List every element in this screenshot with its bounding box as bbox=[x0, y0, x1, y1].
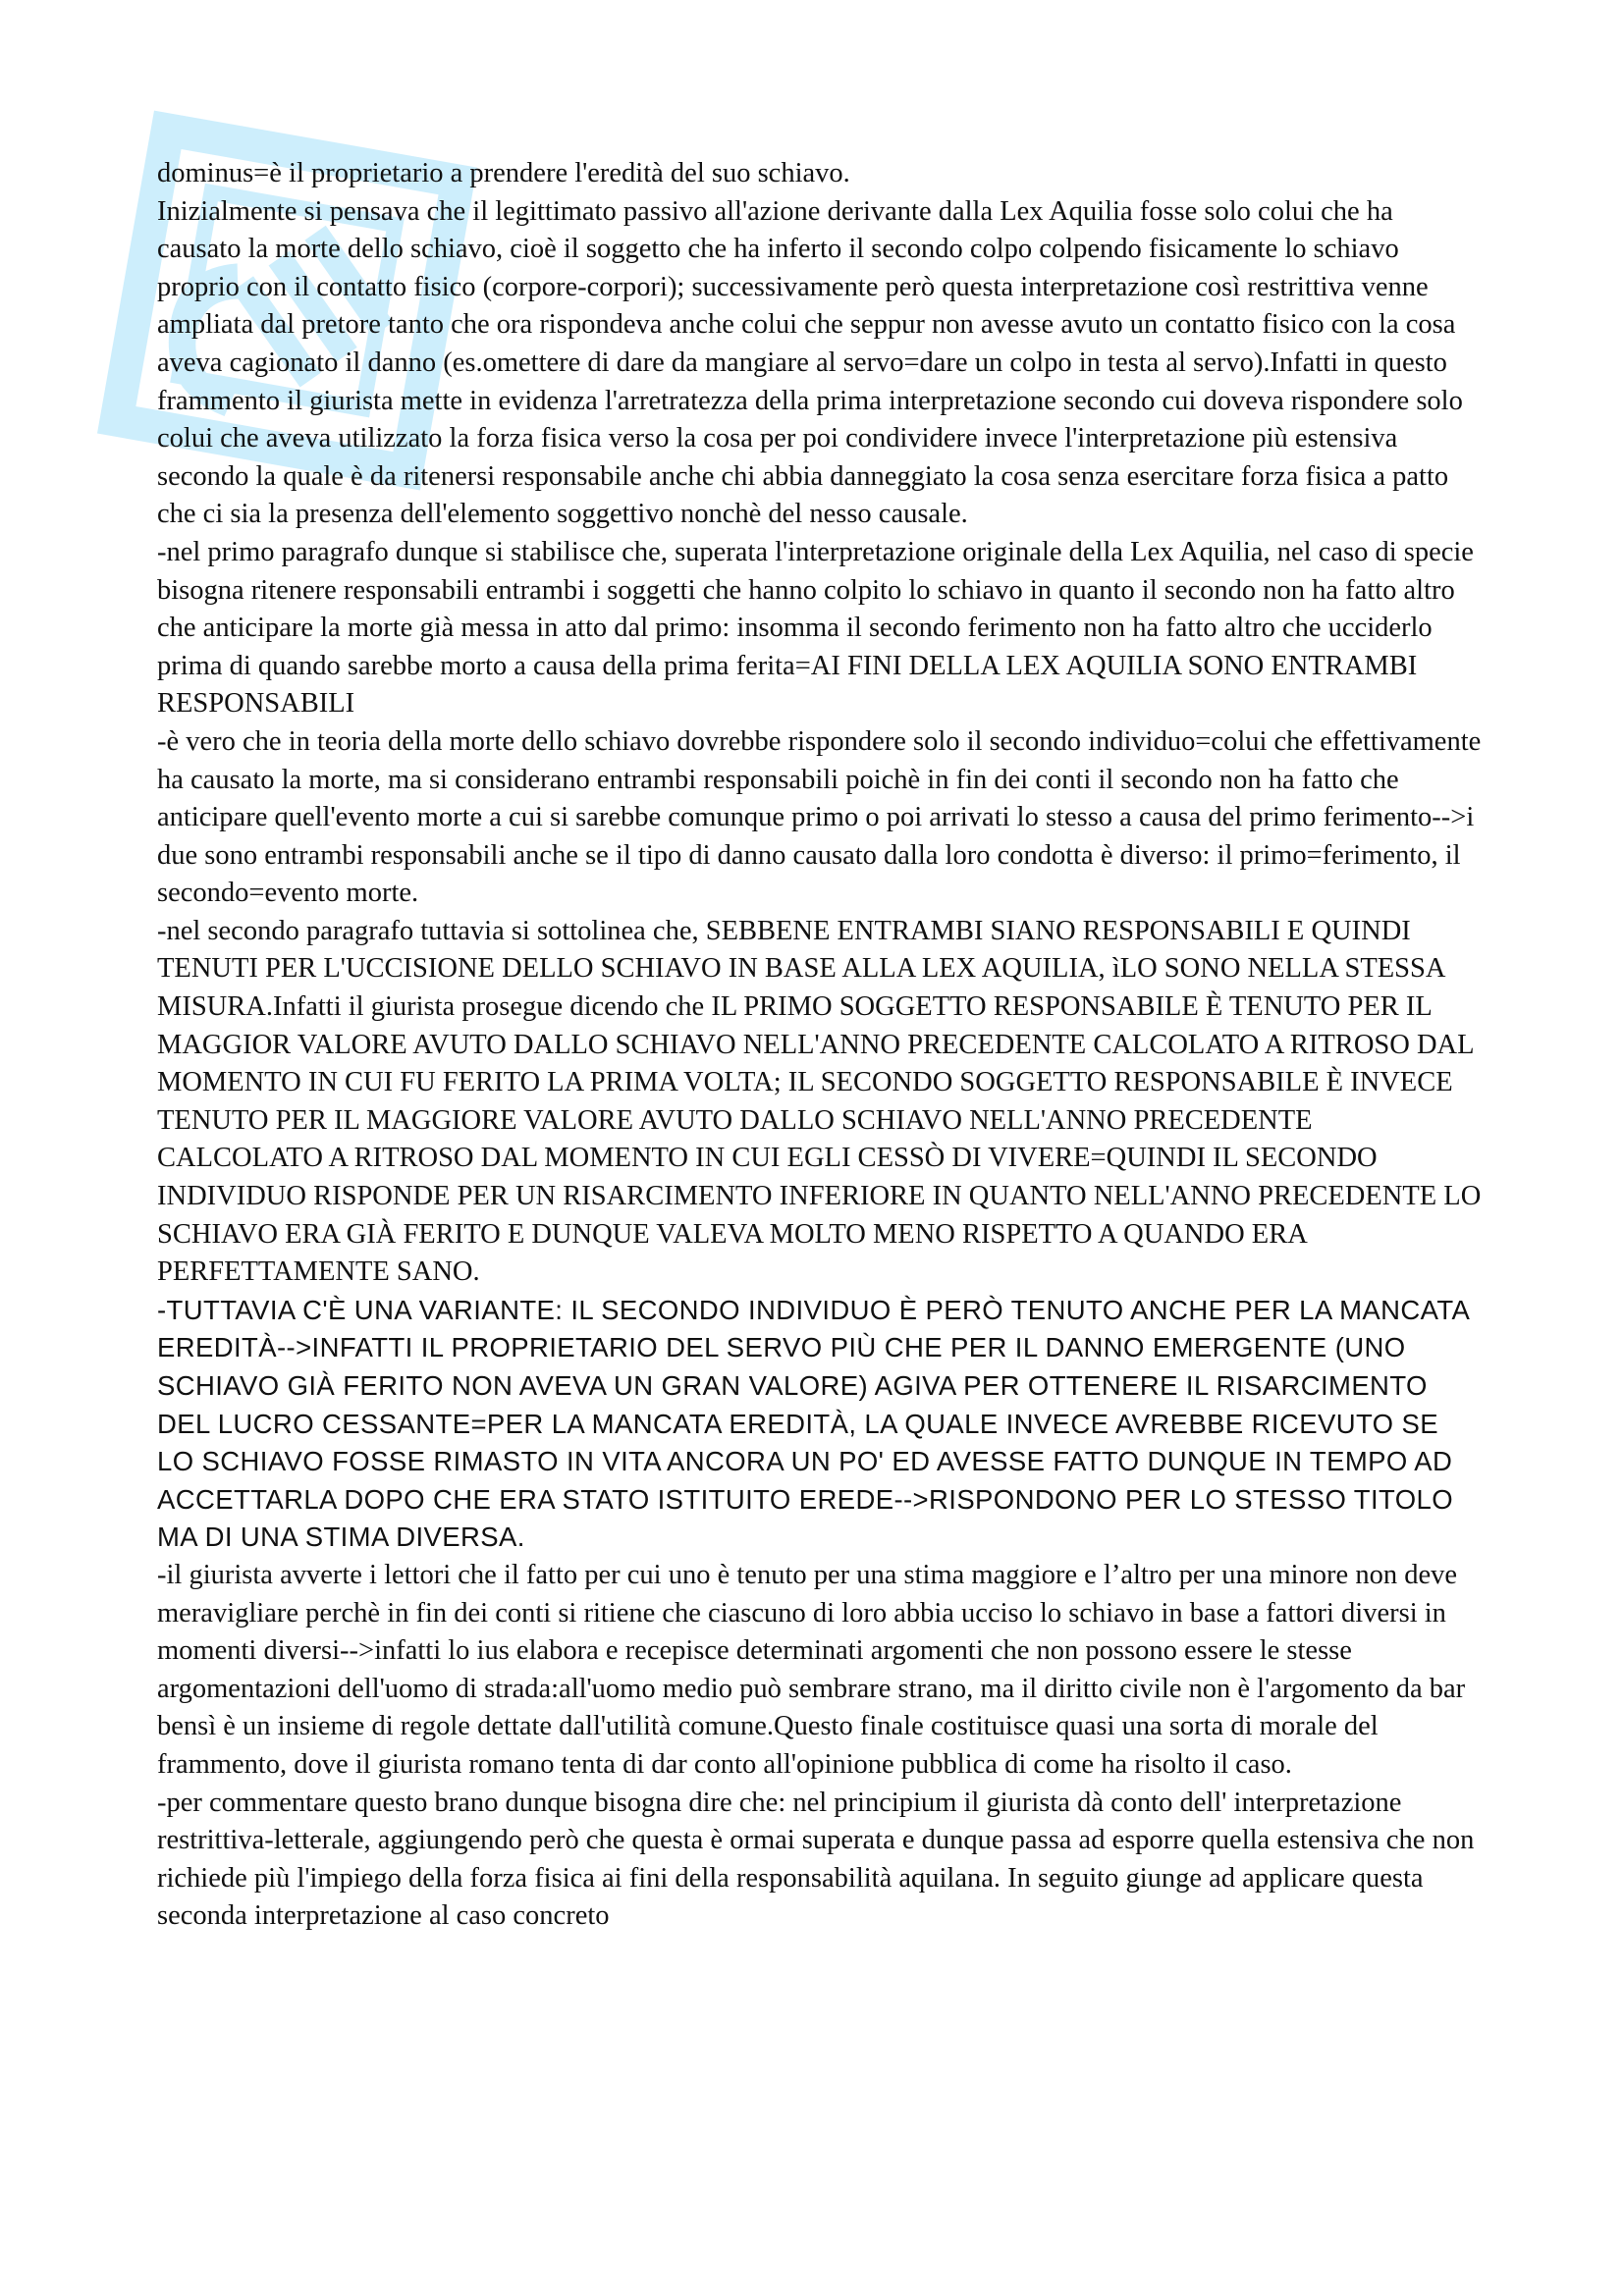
paragraph: -per commentare questo brano dunque bisogna dire che: nel principium il giurista dà conto dell' interpretazione restrittiva-letterale, aggiungendo però che questa è ormai superata e dunque passa ad esporre quella estensiva che non richiede più l'impiego della forza fisica ai fini della responsabilità aquilana. In seguito giunge ad applicare questa seconda interpretazione al caso concreto bbox=[157, 1787, 1475, 1932]
paragraph: -nel primo paragrafo dunque si stabilisce che, superata l'interpretazione originale della Lex Aquilia, nel caso di specie bisogna ritenere responsabili entrambi i soggetti che hanno colpito lo schiavo in quanto il secondo non ha fatto altro che anticipare la morte già messa in atto dal primo: insomma il secondo ferimento non ha fatto altro che ucciderlo prima di quando sarebbe morto a causa della prima ferita=AI FINI DELLA LEX AQUILIA SONO ENTRAMBI RESPONSABILI bbox=[157, 536, 1474, 720]
paragraph: -nel secondo paragrafo tuttavia si sottolinea che, SEBBENE ENTRAMBI SIANO RESPONSABILI E QUINDI TENUTI PER L'UCCISIONE DELLO SCHIAVO IN BASE ALLA LEX AQUILIA, ìLO SONO NELLA STESSA MISURA.Infatti il giurista prosegue dicendo che IL PRIMO SOGGETTO RESPONSABILE È TENUTO PER IL MAGGIOR VALORE AVUTO DALLO SCHIAVO NELL'ANNO PRECEDENTE CALCOLATO A RITROSO DAL MOMENTO IN CUI FU FERITO LA PRIMA VOLTA; IL SECONDO SOGGETTO RESPONSABILE È INVECE TENUTO PER IL MAGGIORE VALORE AVUTO DALLO SCHIAVO NELL'ANNO PRECEDENTE CALCOLATO A RITROSO DAL MOMENTO IN CUI EGLI CESSÒ DI VIVERE=QUINDI IL SECONDO INDIVIDUO RISPONDE PER UN RISARCIMENTO INFERIORE IN QUANTO NELL'ANNO PRECEDENTE LO SCHIAVO ERA GIÀ FERITO E DUNQUE VALEVA MOLTO MENO RISPETTO A QUANDO ERA PERFETTAMENTE SANO. bbox=[157, 915, 1482, 1288]
paragraph: dominus=è il proprietario a prendere l'eredità del suo schiavo. bbox=[157, 158, 850, 188]
document-body bbox=[157, 155, 1483, 1936]
paragraph: Inizialmente si pensava che il legittimato passivo all'azione derivante dalla Lex Aquilia fosse solo colui che ha causato la morte dello schiavo, cioè il soggetto che ha inferto il secondo colpo colpendo fisicamente lo schiavo proprio con il contatto fisico (corpore-corpori); successivamente però questa interpretazione così restrittiva venne ampliata dal pretore tanto che ora rispondeva anche colui che seppur non avesse avuto un contatto fisico con la cosa aveva cagionato il danno (es.omettere di dare da mangiare al servo=dare un colpo in testa al servo).Infatti in questo frammento il giurista mette in evidenza l'arretratezza della prima interpretazione secondo cui doveva rispondere solo colui che aveva utilizzato la forza fisica verso la cosa per poi condividere invece l'interpretazione più estensiva secondo la quale è da ritenersi responsabile anche chi abbia danneggiato la cosa senza esercitare forza fisica a patto che ci sia la presenza dell'elemento soggettivo nonchè del nesso causale. bbox=[157, 195, 1463, 530]
paragraph: -il giurista avverte i lettori che il fatto per cui uno è tenuto per una stima maggiore e l’altro per una minore non deve meravigliare perchè in fin dei conti si ritiene che ciascuno di loro abbia ucciso lo schiavo in base a fattori diversi in momenti diversi-->infatti lo ius elabora e recepisce determinati argomenti che non possono essere le stesse argomentazioni dell'uomo di strada:all'uomo medio può sembrare strano, ma il diritto civile non è l'argomento da bar bensì è un insieme di regole dettate dall'utilità comune.Questo finale costituisce quasi una sorta di morale del frammento, dove il giurista romano tenta di dar conto all'opinione pubblica di come ha risolto il caso. bbox=[157, 1559, 1466, 1780]
paragraph: -TUTTAVIA C'È UNA VARIANTE: IL SECONDO INDIVIDUO È PERÒ TENUTO ANCHE PER LA MANCATA EREDITÀ-->INFATTI IL PROPRIETARIO DEL SERVO PIÙ CHE PER IL DANNO EMERGENTE (UNO SCHIAVO GIÀ FERITO NON AVEVA UN GRAN VALORE) AGIVA PER OTTENERE IL RISARCIMENTO DEL LUCRO CESSANTE=PER LA MANCATA EREDITÀ, LA QUALE INVECE AVREBBE RICEVUTO SE LO SCHIAVO FOSSE RIMASTO IN VITA ANCORA UN PO' ED AVESSE FATTO DUNQUE IN TEMPO AD ACCETTARLA DOPO CHE ERA STATO ISTITUITO EREDE-->RISPONDONO PER LO STESSO TITOLO MA DI UNA STIMA DIVERSA. bbox=[157, 1294, 1469, 1553]
paragraph: -è vero che in teoria della morte dello schiavo dovrebbe rispondere solo il secondo individuo=colui che effettivamente ha causato la morte, ma si considerano entrambi responsabili poichè in fin dei conti il secondo non ha fatto che anticipare quell'evento morte a cui si sarebbe comunque primo o poi arrivati lo stesso a causa del primo ferimento-->i due sono entrambi responsabili anche se il tipo di danno causato dalla loro condotta è diverso: il primo=ferimento, il secondo=evento morte. bbox=[157, 725, 1482, 909]
